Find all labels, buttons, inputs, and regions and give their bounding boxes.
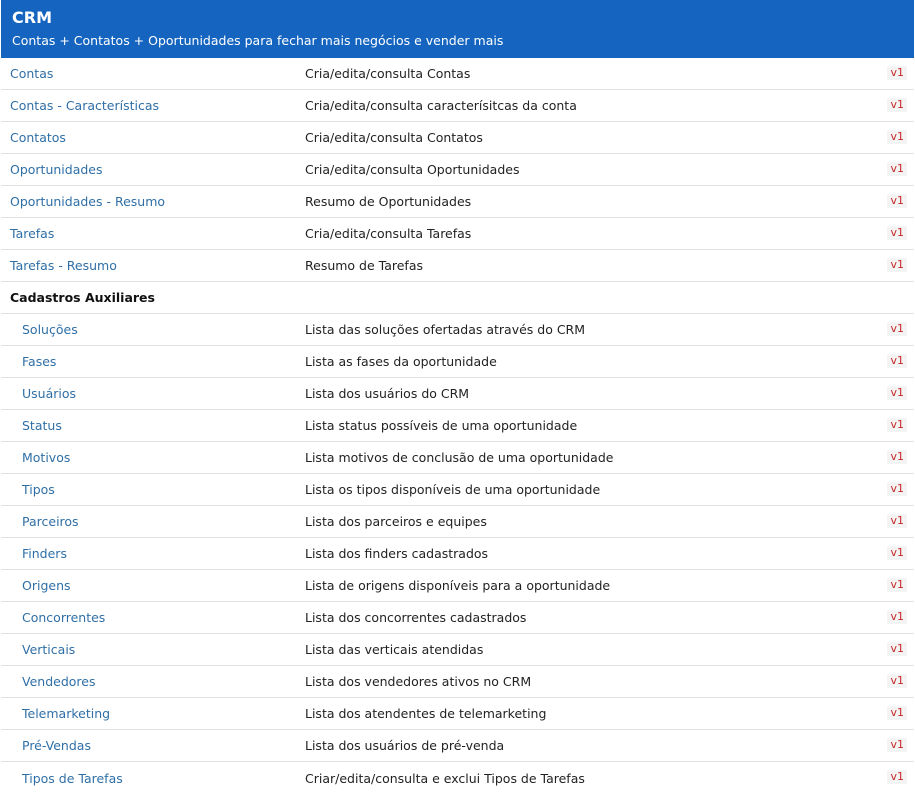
item-link[interactable]: Tarefas - Resumo bbox=[10, 258, 117, 273]
item-link[interactable]: Tarefas bbox=[10, 226, 55, 241]
item-description: Cria/edita/consulta caracterísitcas da conta bbox=[305, 98, 577, 113]
version-badge: v1 bbox=[887, 738, 907, 752]
list-item-tipos-de-tarefas bbox=[1, 762, 914, 794]
version-badge: v1 bbox=[887, 66, 907, 80]
item-description: Lista as fases da oportunidade bbox=[305, 354, 497, 369]
list-item-status bbox=[1, 410, 914, 442]
list-item-solucoes bbox=[1, 314, 914, 346]
version-badge: v1 bbox=[887, 450, 907, 464]
list-item-concorrentes bbox=[1, 602, 914, 634]
version-badge: v1 bbox=[887, 706, 907, 720]
version-badge: v1 bbox=[887, 226, 907, 240]
list-item-finders bbox=[1, 538, 914, 570]
list-item-tarefas bbox=[1, 218, 914, 250]
version-badge: v1 bbox=[887, 194, 907, 208]
item-description: Resumo de Tarefas bbox=[305, 258, 423, 273]
item-link[interactable]: Parceiros bbox=[22, 514, 79, 529]
item-description: Lista dos concorrentes cadastrados bbox=[305, 610, 527, 625]
version-badge: v1 bbox=[887, 610, 907, 624]
list-item-oportunidades-resumo bbox=[1, 186, 914, 218]
item-link[interactable]: Contas - Características bbox=[10, 98, 160, 113]
item-link[interactable]: Tipos de Tarefas bbox=[22, 770, 123, 786]
version-badge: v1 bbox=[887, 98, 907, 112]
crm-header bbox=[1, 0, 914, 58]
item-description: Lista das soluções ofertadas através do CRM bbox=[305, 322, 586, 337]
page-title: CRM bbox=[12, 8, 52, 27]
item-description: Cria/edita/consulta Tarefas bbox=[305, 226, 472, 241]
list-item-contas bbox=[1, 58, 914, 90]
item-link[interactable]: Contatos bbox=[10, 130, 66, 145]
item-description: Lista dos finders cadastrados bbox=[305, 546, 489, 561]
list-item-tarefas-resumo bbox=[1, 250, 914, 282]
item-description: Lista os tipos disponíveis de uma oportunidade bbox=[305, 482, 601, 497]
item-link[interactable]: Status bbox=[22, 418, 62, 433]
item-link[interactable]: Pré-Vendas bbox=[22, 738, 91, 753]
item-description: Cria/edita/consulta Contatos bbox=[305, 130, 483, 145]
item-link[interactable]: Vendedores bbox=[22, 674, 96, 689]
item-link[interactable]: Verticais bbox=[22, 642, 76, 657]
version-badge: v1 bbox=[887, 386, 907, 400]
list-item-fases bbox=[1, 346, 914, 378]
list-item-usuarios bbox=[1, 378, 914, 410]
version-badge: v1 bbox=[887, 578, 907, 592]
item-description: Resumo de Oportunidades bbox=[305, 194, 472, 209]
version-badge: v1 bbox=[887, 674, 907, 688]
crm-panel bbox=[1, 0, 914, 794]
list-item-parceiros bbox=[1, 506, 914, 538]
list-item-motivos bbox=[1, 442, 914, 474]
item-description: Lista das verticais atendidas bbox=[305, 642, 484, 657]
item-link[interactable]: Telemarketing bbox=[22, 706, 111, 721]
item-description: Lista dos atendentes de telemarketing bbox=[305, 706, 547, 721]
item-description: Lista dos vendedores ativos no CRM bbox=[305, 674, 532, 689]
item-link[interactable]: Finders bbox=[22, 546, 67, 561]
list-item-telemarketing bbox=[1, 698, 914, 730]
list-item-contas-caracteristicas bbox=[1, 90, 914, 122]
page-subtitle: Contas + Contatos + Oportunidades para fechar mais negócios e vender mais bbox=[12, 33, 504, 48]
item-link[interactable]: Oportunidades - Resumo bbox=[10, 194, 166, 209]
list-item-origens bbox=[1, 570, 914, 602]
item-link[interactable]: Tipos bbox=[22, 482, 55, 497]
version-badge: v1 bbox=[887, 418, 907, 432]
section-title: Cadastros Auxiliares bbox=[10, 290, 155, 305]
item-link[interactable]: Usuários bbox=[22, 386, 77, 401]
item-description: Lista de origens disponíveis para a oportunidade bbox=[305, 578, 611, 593]
version-badge: v1 bbox=[887, 546, 907, 560]
item-description: Lista dos parceiros e equipes bbox=[305, 514, 487, 529]
version-badge: v1 bbox=[887, 162, 907, 176]
item-description: Cria/edita/consulta Oportunidades bbox=[305, 162, 520, 177]
item-description: Lista status possíveis de uma oportunidade bbox=[305, 418, 578, 433]
item-link[interactable]: Concorrentes bbox=[22, 610, 106, 625]
item-link[interactable]: Motivos bbox=[22, 450, 71, 465]
version-badge: v1 bbox=[887, 354, 907, 368]
item-link[interactable]: Fases bbox=[22, 354, 57, 369]
section-header-cadastros-auxiliares bbox=[1, 282, 914, 314]
version-badge: v1 bbox=[887, 642, 907, 656]
list-item-verticais bbox=[1, 634, 914, 666]
item-description: Criar/edita/consulta e exclui Tipos de Tarefas bbox=[305, 770, 585, 786]
list-item-tipos bbox=[1, 474, 914, 506]
version-badge: v1 bbox=[887, 258, 907, 272]
item-link[interactable]: Oportunidades bbox=[10, 162, 103, 177]
item-link[interactable]: Origens bbox=[22, 578, 71, 593]
item-link[interactable]: Contas bbox=[10, 66, 54, 81]
version-badge: v1 bbox=[887, 322, 907, 336]
list-item-pre-vendas bbox=[1, 730, 914, 762]
list-item-oportunidades bbox=[1, 154, 914, 186]
item-link[interactable]: Soluções bbox=[22, 322, 78, 337]
item-description: Lista motivos de conclusão de uma oportunidade bbox=[305, 450, 614, 465]
item-description: Lista dos usuários do CRM bbox=[305, 386, 470, 401]
version-badge: v1 bbox=[887, 130, 907, 144]
version-badge: v1 bbox=[887, 514, 907, 528]
list-item-contatos bbox=[1, 122, 914, 154]
version-badge: v1 bbox=[887, 770, 907, 784]
item-description: Lista dos usuários de pré-venda bbox=[305, 738, 505, 753]
crm-list bbox=[1, 58, 914, 794]
list-item-vendedores bbox=[1, 666, 914, 698]
version-badge: v1 bbox=[887, 482, 907, 496]
item-description: Cria/edita/consulta Contas bbox=[305, 66, 471, 81]
